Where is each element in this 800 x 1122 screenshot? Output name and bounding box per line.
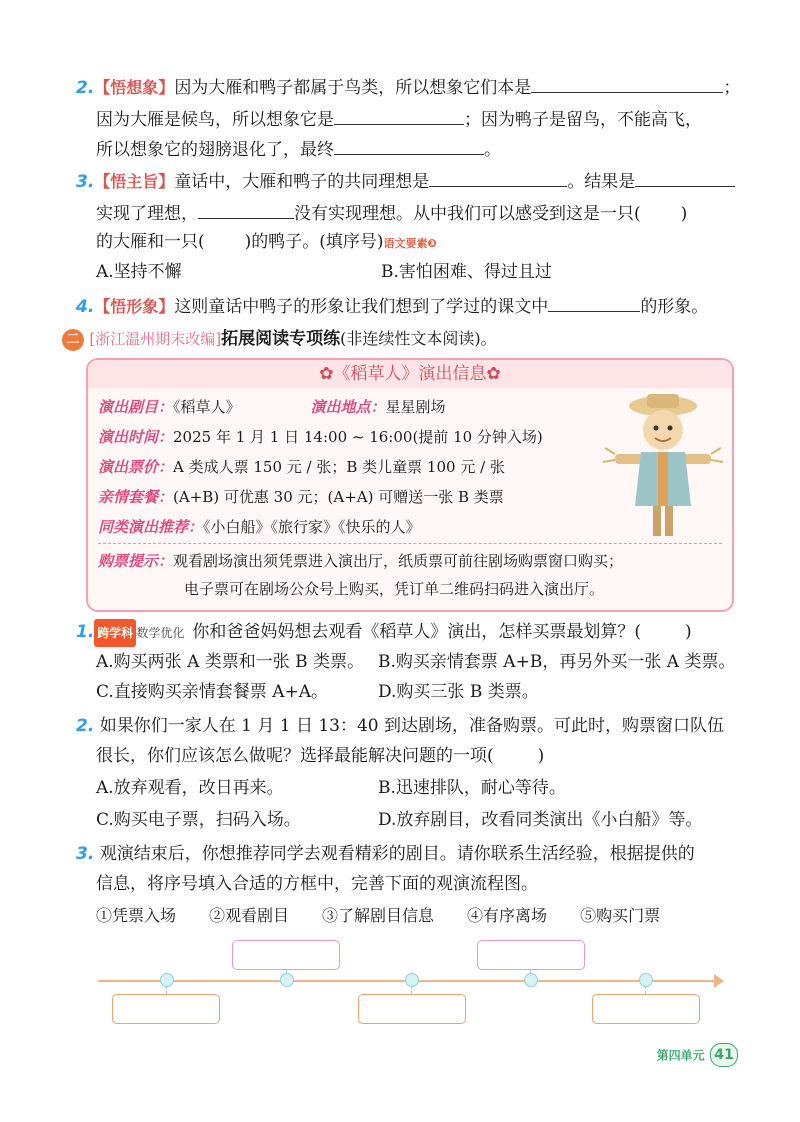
- flow-node: [160, 973, 174, 987]
- step-option: ③了解剧目信息: [322, 906, 435, 925]
- answer-blank[interactable]: [198, 198, 294, 219]
- step-option: ⑤购买门票: [580, 906, 661, 925]
- answer-blank[interactable]: [429, 166, 567, 187]
- field-value: 观看剧场演出须凭票进入演出厅，纸质票可前往剧场购票窗口购买；: [173, 552, 624, 570]
- card-row-show: [98, 394, 446, 420]
- field-label: 演出票价：: [98, 458, 174, 476]
- field-value: (A+B) 可优惠 30 元；(A+A) 可赠送一张 B 类票: [173, 488, 504, 506]
- field-label: 演出地点：: [310, 398, 386, 416]
- question-number: 2.: [76, 78, 95, 98]
- flow-node: [280, 973, 294, 987]
- flow-node: [405, 973, 419, 987]
- flower-icon: ✿: [319, 364, 334, 384]
- flow-node: [524, 973, 538, 987]
- question-number: 2.: [76, 716, 95, 736]
- card-row-price: [98, 454, 505, 480]
- page-footer: [657, 1043, 738, 1067]
- p1-option-b: B.购买亲情套票 A+B，再另外买一张 A 类票。: [378, 652, 736, 672]
- section-header: [62, 325, 497, 353]
- p3-line-1: [76, 840, 695, 868]
- scarecrow-illustration: [603, 388, 723, 538]
- card-title: [88, 360, 732, 388]
- flow-steps: [96, 902, 660, 930]
- answer-blank[interactable]: [334, 134, 484, 155]
- question-text: 。结果是: [567, 172, 636, 192]
- p2-option-a: A.放弃观看，改日再来。: [96, 778, 284, 798]
- question-text: 的大雁和一只(: [96, 232, 205, 252]
- section-subtitle: (非连续性文本阅读)。: [340, 329, 497, 348]
- p1-option-d: D.购买三张 B 类票。: [378, 682, 539, 702]
- section-title: 拓展阅读专项练: [221, 329, 341, 349]
- question-text: 你和爸爸妈妈想去观看《稻草人》演出，怎样买票最划算？(: [192, 622, 641, 642]
- answer-blank[interactable]: [531, 72, 723, 93]
- field-label: 购票提示：: [98, 552, 174, 570]
- connector: [645, 986, 646, 994]
- answer-blank[interactable]: [635, 166, 735, 187]
- field-value: 《小白船》《旅行家》《快乐的人》: [203, 518, 421, 536]
- p2-option-b: B.迅速排队，耐心等待。: [378, 778, 566, 798]
- card-row-tip-2: [184, 576, 604, 602]
- question-text: 的形象。: [640, 297, 709, 317]
- question-tag: 【悟主旨】: [94, 172, 175, 191]
- question-text: 童话中，大雁和鸭子的共同理想是: [174, 172, 430, 192]
- cross-subject-badge: 跨学科: [94, 619, 136, 647]
- flow-box-top-1[interactable]: [232, 940, 340, 970]
- card-row-tip: [98, 548, 623, 574]
- field-label: 亲情套餐：: [98, 488, 174, 506]
- p2-line-1: [76, 712, 724, 740]
- question-number: 1.: [76, 622, 95, 642]
- flow-node: [639, 973, 653, 987]
- key-point-badge: 语文要素❸: [383, 237, 437, 250]
- question-text: 信息，将序号填入合适的方框中，完善下面的观演流程图。: [96, 874, 538, 894]
- card-row-recommend: [98, 514, 421, 540]
- section-source: [浙江温州期末改编]: [89, 330, 222, 348]
- q3-line-3: [96, 228, 437, 256]
- cross-subject-label: 数学优化: [136, 626, 185, 640]
- card-row-package: [98, 484, 504, 510]
- question-text: 因为大雁是候鸟，所以想象它是: [96, 110, 334, 130]
- punctuation: ): [537, 746, 545, 766]
- p2-line-2: [96, 742, 544, 770]
- section-number-icon: 二: [62, 329, 84, 351]
- question-text: 所以想象它的翅膀退化了，最终: [96, 140, 334, 160]
- question-tag: 【悟想象】: [94, 78, 175, 97]
- connector: [166, 986, 167, 994]
- punctuation: ): [684, 622, 692, 642]
- q2-line-2: [96, 104, 702, 132]
- p1-option-a: A.购买两张 A 类票和一张 B 类票。: [96, 652, 365, 672]
- punctuation: ；: [723, 78, 741, 98]
- question-text: 如果你们一家人在 1 月 1 日 13：40 到达剧场，准备购票。可此时，购票窗口队伍: [99, 716, 725, 736]
- question-text: 因为大雁和鸭子都属于鸟类，所以想象它们本是: [174, 78, 532, 98]
- field-value: 电子票可在剧场公众号上购买，凭订单二维码扫码进入演出厅。: [184, 580, 605, 598]
- divider: [98, 543, 722, 544]
- field-label: 演出剧目：: [98, 398, 174, 416]
- performance-info-card: [86, 358, 734, 612]
- p3-line-2: [96, 870, 538, 898]
- flow-box-top-2[interactable]: [477, 940, 585, 970]
- punctuation: 。: [484, 140, 501, 160]
- card-title-text: 《稻草人》演出信息: [333, 364, 487, 384]
- step-option: ①凭票入场: [96, 906, 177, 925]
- q4-line: [76, 291, 708, 319]
- question-number: 3.: [76, 172, 95, 192]
- question-text: 这则童话中鸭子的形象让我们想到了学过的课文中: [174, 297, 549, 317]
- field-label: 演出时间：: [98, 428, 174, 446]
- question-number: 4.: [76, 297, 95, 317]
- card-row-time: [98, 424, 543, 450]
- question-text: ；因为鸭子是留鸟，不能高飞，: [464, 110, 702, 130]
- question-text: 观演结束后，你想推荐同学去观看精彩的剧目。请你联系生活经验，根据提供的: [99, 844, 695, 864]
- punctuation: ): [680, 204, 688, 224]
- q2-line-1: [76, 72, 740, 100]
- q3-option-b: B.害怕困难、得过且过: [381, 262, 552, 282]
- flow-box-bottom-1[interactable]: [112, 994, 220, 1024]
- question-text: )的鸭子。(填序号): [244, 232, 384, 252]
- q3-option-a: A.坚持不懈: [96, 262, 182, 282]
- question-text: 没有实现理想。从中我们可以感受到这是一只(: [294, 204, 641, 224]
- flow-box-bottom-2[interactable]: [358, 994, 466, 1024]
- step-option: ②观看剧目: [209, 906, 290, 925]
- question-number: 3.: [76, 844, 95, 864]
- question-tag: 【悟形象】: [94, 297, 175, 316]
- p1-line: [76, 618, 692, 646]
- field-value: 2025 年 1 月 1 日 14:00 ~ 16:00(提前 10 分钟入场): [173, 428, 543, 446]
- p1-option-c: C.直接购买亲情套餐票 A+A。: [96, 682, 329, 702]
- field-value: 星星剧场: [385, 398, 446, 416]
- arrow-right-icon: [714, 974, 724, 988]
- p2-option-d: D.放弃剧目，改看同类演出《小白船》等。: [378, 810, 703, 830]
- flower-icon: ✿: [486, 364, 501, 384]
- step-option: ④有序离场: [467, 906, 548, 925]
- p2-option-c: C.购买电子票，扫码入场。: [96, 810, 301, 830]
- question-text: 实现了理想，: [96, 204, 198, 224]
- answer-blank[interactable]: [334, 104, 464, 125]
- connector: [411, 986, 412, 994]
- flow-box-bottom-3[interactable]: [592, 994, 700, 1024]
- answer-blank[interactable]: [548, 291, 640, 312]
- field-value: 《稻草人》: [173, 398, 241, 416]
- field-value: A 类成人票 150 元 / 张；B 类儿童票 100 元 / 张: [173, 458, 505, 476]
- q3-line-1: [76, 166, 735, 194]
- page-number: 41: [710, 1043, 738, 1067]
- field-label: 同类演出推荐：: [98, 518, 204, 536]
- q3-line-2: [96, 198, 687, 226]
- unit-label: 第四单元: [656, 1048, 705, 1063]
- q2-line-3: [96, 134, 501, 162]
- question-text: 很长，你们应该怎么做呢？选择最能解决问题的一项(: [96, 746, 494, 766]
